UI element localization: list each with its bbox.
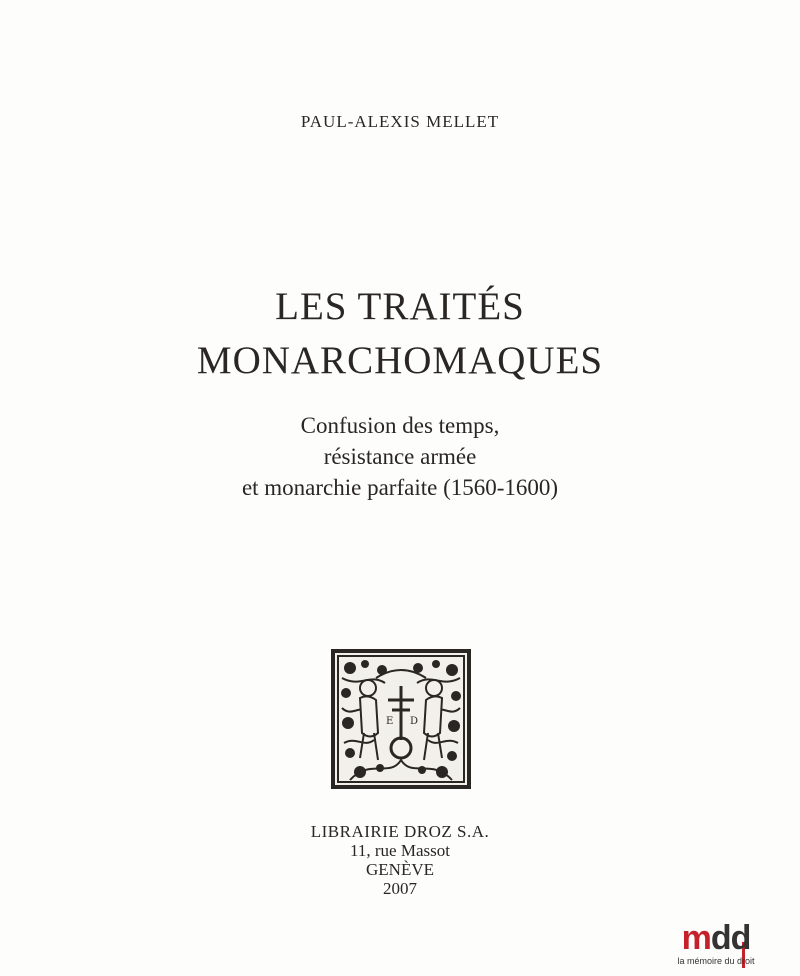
subtitle-line-3: et monarchie parfaite (1560-1600) (241, 475, 559, 500)
svg-text:D: D (410, 716, 419, 727)
mdd-watermark-logo (670, 920, 762, 972)
subtitle-line-1: Confusion des temps, (300, 413, 500, 438)
logo-tagline: la mémoire du droit (677, 956, 755, 966)
title-line-2: MONARCHOMAQUES (196, 339, 604, 382)
publisher-block (0, 822, 800, 898)
book-title (0, 280, 800, 388)
subtitle-line-2: résistance armée (323, 444, 477, 469)
title-line-1: LES TRAITÉS (275, 285, 525, 328)
publisher-address: 11, rue Massot (350, 841, 450, 860)
logo-mark: mdd (681, 919, 751, 957)
publication-year: 2007 (383, 879, 417, 898)
svg-text:E: E (386, 716, 394, 727)
publisher-name: LIBRAIRIE DROZ S.A. (310, 822, 490, 841)
printers-mark-woodcut-icon (330, 648, 472, 790)
publisher-city: GENÈVE (366, 860, 434, 879)
author-name: PAUL-ALEXIS MELLET (300, 112, 500, 131)
book-subtitle (0, 410, 800, 503)
